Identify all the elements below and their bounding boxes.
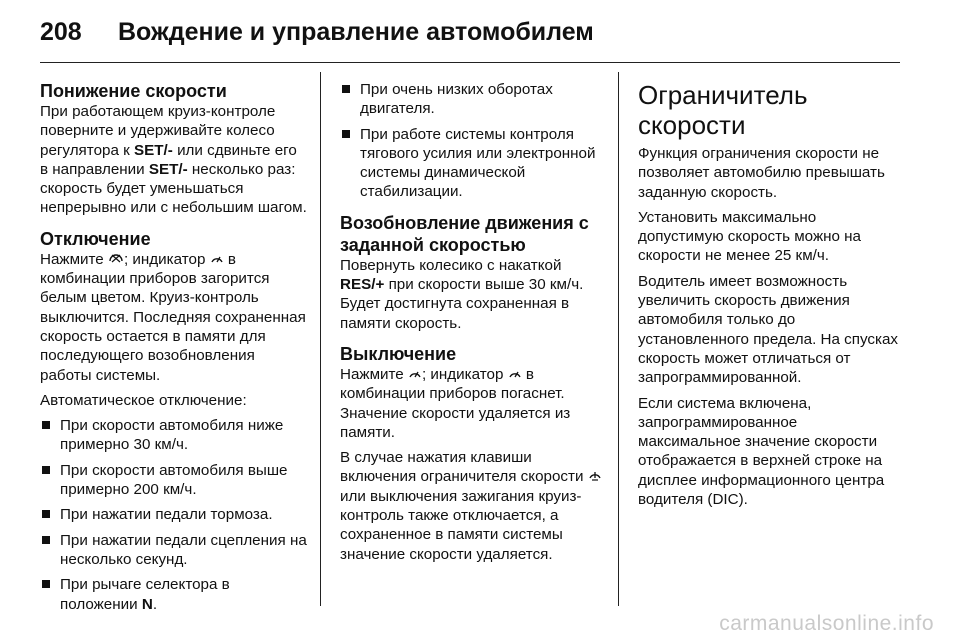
header-divider: [40, 62, 900, 63]
section-heading-speed-decrease: Понижение скорости: [40, 81, 227, 101]
list-item: При скорости автомобиля ниже примерно 30 км/ч.: [40, 416, 308, 455]
paragraph-limiter-driver: Водитель имеет возможность увеличить скорость движения автомобиля только до установленного предела. На спусках скорость может отличаться от запрограммированной.: [638, 272, 899, 387]
cruise-control-icon: [508, 365, 522, 384]
list-item: При скорости автомобиля выше примерно 200 км/ч.: [40, 461, 308, 500]
column-3: [638, 80, 904, 515]
watermark: carmanualsonline.info: [719, 612, 934, 635]
text: При работающем круиз-контроле поверните и удерживайте колесо регулятора к: [40, 103, 276, 159]
text: В случае нажатия клавиши включения ограничителя скорости: [340, 449, 584, 486]
text: .: [152, 595, 158, 613]
cruise-control-icon: [408, 365, 422, 384]
auto-deactivation-list-continued: [340, 80, 608, 202]
list-item: При нажатии педали сцепления на несколько секунд.: [40, 531, 308, 570]
text: ; индикатор: [421, 365, 504, 383]
list-item: При очень низких оборотах двигателя.: [340, 80, 608, 119]
page-number: 208: [40, 17, 82, 46]
text: При рычаге селектора в положении: [60, 576, 230, 613]
section-heading-speed-limiter: Ограничитель скорости: [638, 80, 808, 140]
section-heading-switch-off: Выключение: [340, 343, 457, 364]
paragraph-limiter-switch: [340, 448, 608, 564]
paragraph-limiter-min-speed: Установить максимально допустимую скорость можно на скорости не менее 25 км/ч.: [638, 208, 861, 265]
page-title: Вождение и управление автомобилем: [118, 17, 594, 46]
text: Нажмите: [40, 250, 104, 268]
text: при скорости выше 30 км/ч. Будет достигнута сохраненная в памяти скорость.: [340, 276, 584, 332]
text: несколько раз: скорость будет уменьшаться непрерывно или с небольшим шагом.: [40, 160, 307, 217]
column-1: [40, 80, 308, 620]
paragraph-limiter-display: Если система включена, запрограммированное максимальное значение скорости отображается в верхней строке на дисплее информационного центра водителя (DIC).: [638, 394, 885, 509]
auto-deactivation-list: [40, 416, 308, 614]
section-heading-deactivation: Отключение: [40, 228, 151, 249]
page-header: [40, 14, 920, 50]
list-item: При работе системы контроля тягового усилия или электронной системы динамической стабилизации.: [340, 125, 608, 202]
cruise-control-icon: [210, 250, 224, 269]
paragraph-switch-off: [340, 365, 608, 442]
bold-set-label: SET/-: [148, 160, 188, 178]
list-item: При нажатии педали тормоза.: [40, 505, 308, 524]
text: или сдвиньте его в направлении: [40, 141, 297, 178]
cruise-cancel-icon: [108, 250, 124, 269]
paragraph-deactivation: [40, 250, 308, 385]
text: или выключения зажигания круиз-контроль также отключается, а сохраненное в памяти системы значение скорости удаляется.: [340, 487, 582, 563]
paragraph-limiter-function: Функция ограничения скорости не позволяет автомобилю превышать заданную скорость.: [638, 145, 885, 201]
auto-deactivation-label: Автоматическое отключение:: [40, 391, 247, 409]
paragraph-resume: [340, 256, 608, 333]
text: Повернуть колесико с накаткой: [340, 256, 562, 274]
column-divider-1: [320, 72, 321, 606]
text: ; индикатор: [123, 250, 206, 268]
column-divider-2: [618, 72, 619, 606]
column-2: [340, 80, 608, 570]
section-heading-resume: Возобновление движения с заданной скоростью: [340, 212, 589, 255]
bold-n-label: N: [141, 595, 153, 613]
paragraph-speed-decrease: [40, 102, 308, 218]
bold-set-label: SET/-: [134, 141, 173, 159]
speed-limiter-icon: [588, 467, 602, 486]
text: в комбинации приборов загорится белым цветом. Круиз-контроль выключится. Последняя сохраненная скорость остается в памяти для последующего возобновления работы системы.: [40, 250, 306, 384]
text: Нажмите: [340, 365, 404, 383]
list-item: [40, 575, 308, 614]
bold-res-label: RES/+: [340, 276, 385, 294]
text: в комбинации приборов погаснет. Значение скорости удаляется из памяти.: [340, 365, 571, 441]
